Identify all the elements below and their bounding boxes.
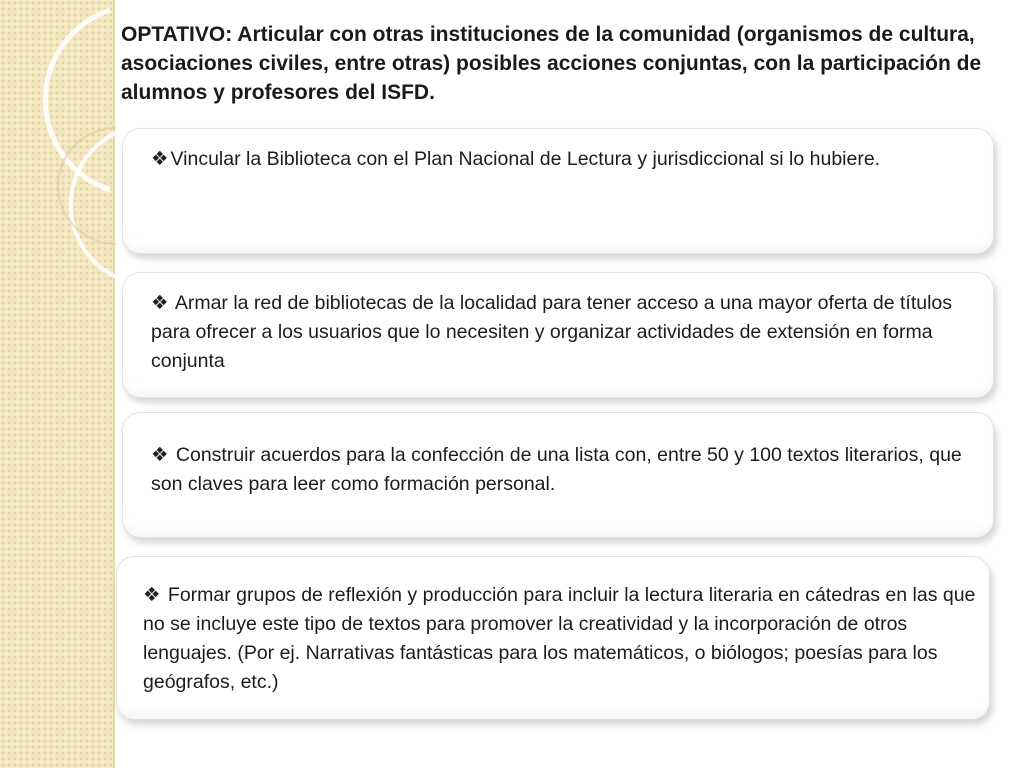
- action-card-3: [122, 412, 994, 538]
- slide-title: [121, 20, 1016, 107]
- decorative-side-strip: [0, 0, 115, 768]
- diamond-bullet-icon: ❖: [151, 148, 169, 170]
- action-text-1-content: Vincular la Biblioteca con el Plan Nacional de Lectura y jurisdiccional si lo hubiere.: [170, 148, 881, 170]
- action-card-4: [116, 556, 990, 720]
- title-end: .: [429, 81, 435, 104]
- action-text-4-content: Formar grupos de reflexión y producción para incluir la lectura literaria en cátedras en las que no se incluye este tipo de textos para promover la creatividad y la incorporación de otros lenguajes. (Por ej. Narrativas fantásticas para los matemáticos, o biólogos; poesías para los geógrafos, etc.): [143, 584, 976, 693]
- diamond-bullet-icon: ❖: [151, 292, 169, 314]
- diamond-bullet-icon: ❖: [151, 444, 169, 466]
- action-text-3-content: Construir acuerdos para la confección de una lista con, entre 50 y 100 textos literarios, que son claves para leer como formación personal.: [151, 444, 962, 495]
- action-card-1: [122, 128, 994, 254]
- action-text-3: [151, 441, 971, 499]
- action-text-2: [151, 289, 971, 376]
- title-lead: OPTATIVO:: [121, 23, 233, 46]
- title-body: Articular con otras instituciones de la comunidad (organismos de cultura, asociaciones civiles, entre otras) posibles acciones conjuntas, con la participación de alumnos y profesores del: [121, 23, 982, 104]
- action-text-4: [143, 581, 985, 697]
- action-text-1: [151, 145, 971, 174]
- diamond-bullet-icon: ❖: [143, 584, 161, 606]
- title-strong: ISFD: [381, 81, 430, 104]
- action-card-2: [122, 272, 994, 398]
- action-text-2-content: Armar la red de bibliotecas de la localidad para tener acceso a una mayor oferta de títulos para ofrecer a los usuarios que lo necesiten y organizar actividades de extensión en forma conjunta: [151, 292, 953, 372]
